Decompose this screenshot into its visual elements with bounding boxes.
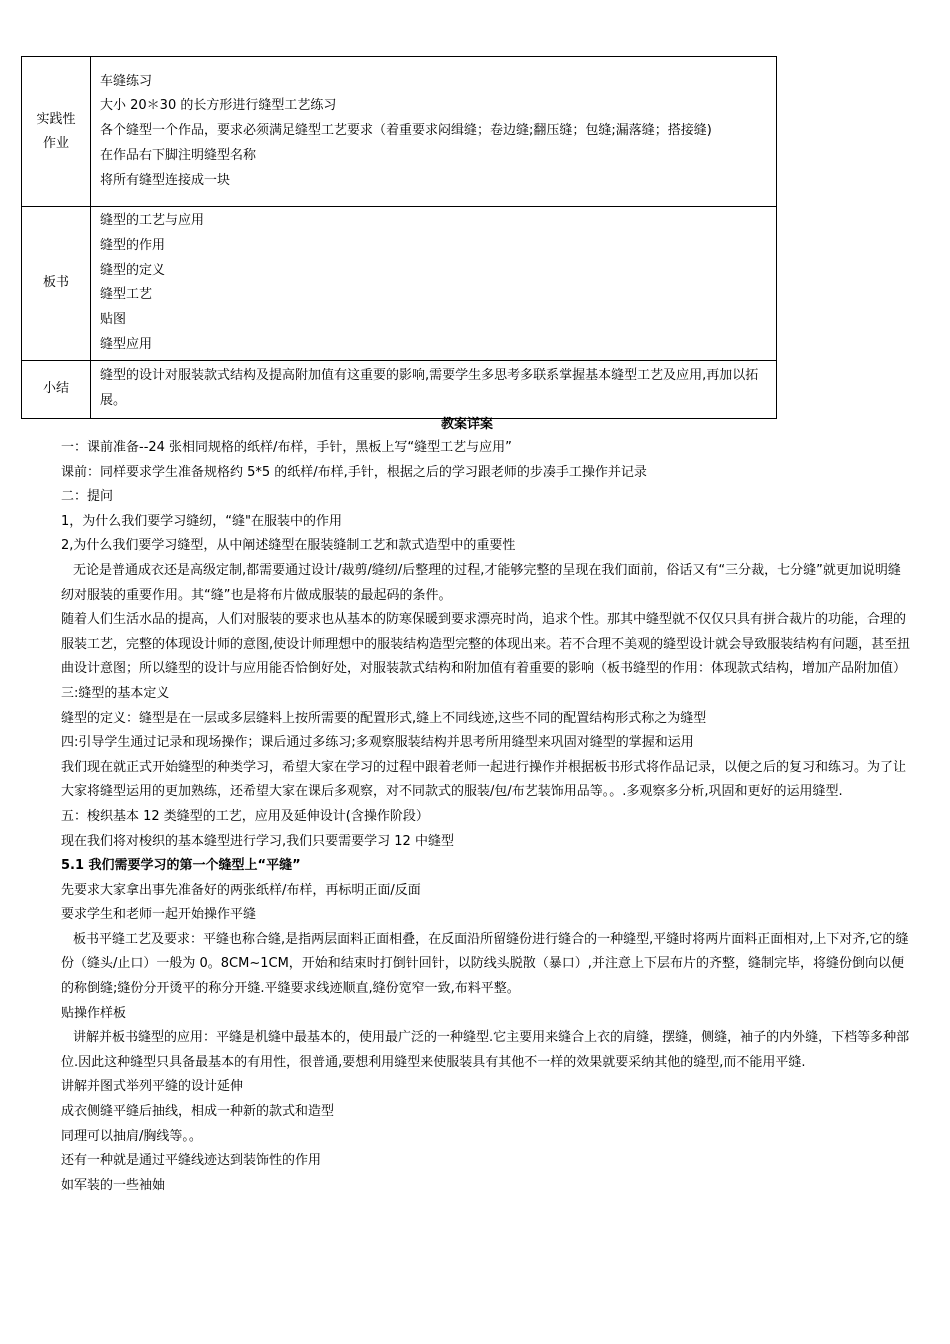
paragraph: 2,为什么我们要学习缝型，从中阐述缝型在服装缝制工艺和款式造型中的重要性 <box>61 538 516 554</box>
row-content-practice <box>91 57 777 207</box>
paragraph: 讲解并板书缝型的应用：平缝是机缝中最基本的，使用最广泛的一种缝型.它主要用来缝合上衣的肩缝，摆缝，侧缝，袖子的内外缝，下档等多种部位.因此这种缝型只具备最基本的有用性，很普通,要想利用缝型来使服装具有其他不一样的效果就要采纳其他的缝型,而不能用平缝. <box>61 1030 910 1070</box>
row-label-summary <box>22 360 91 418</box>
paragraph: 成衣侧缝平缝后抽线，相成一种新的款式和造型 <box>61 1104 335 1120</box>
row-label-practice <box>22 57 91 207</box>
lesson-plan-table <box>21 56 777 419</box>
paragraph: 要求学生和老师一起开始操作平缝 <box>61 907 257 923</box>
table-row-board <box>22 207 777 361</box>
row-content-summary <box>91 360 777 418</box>
table-line: 缝型的设计对服装款式结构及提高附加值有这重要的影响,需要学生多思考多联系掌握基本缝型工艺及应用,再加以拓展。 <box>100 368 759 409</box>
table-row-summary <box>22 360 777 418</box>
row-label-line: 作业 <box>42 135 69 151</box>
paragraph: 我们现在就正式开始缝型的种类学习，希望大家在学习的过程中跟着老师一起进行操作并根据板书形式将作品记录，以便之后的复习和练习。为了让大家将缝型运用的更加熟练，还希望大家在课后多观察，对不同款式的服装/包/布艺装饰用品等。。.多观察多分析,巩固和更好的运用缝型. <box>61 759 907 800</box>
paragraph: 三:缝型的基本定义 <box>61 685 170 701</box>
paragraph: 同理可以抽肩/胸线等。。 <box>61 1128 202 1144</box>
paragraph: 随着人们生活水品的提高，人们对服装的要求也从基本的防寒保暖到要求漂亮时尚，追求个性。那其中缝型就不仅仅只具有拼合裁片的功能，合理的服装工艺，完整的体现设计师的意图,使设计师理想中的服装结构造型完整的体现出来。若不合理不美观的缝型设计就会导致服装结构有问题，甚至扭曲设计意图；所以缝型的设计与应用能否恰倒好处，对服装款式结构和附加值有着重要的影响（板书缝型的作用：体现款式结构，增加产品附加值） <box>61 612 911 677</box>
row-label-board <box>22 207 91 361</box>
paragraph: 四:引导学生通过记录和现场操作；课后通过多练习;多观察服装结构并思考所用缝型来巩固对缝型的掌握和运用 <box>61 735 694 751</box>
table-line: 缝型的工艺与应用 <box>100 213 205 228</box>
table-line: 各个缝型一个作品，要求必须满足缝型工艺要求（着重要求闷缉缝；卷边缝;翻压缝；包缝;漏落缝；搭接缝) <box>100 123 712 139</box>
paragraph: 1，为什么我们要学习缝纫，“缝"在服装中的作用 <box>61 513 342 529</box>
row-label-line: 实践性 <box>36 111 76 127</box>
paragraph: 课前：同样要求学生准备规格约 5*5 的纸样/布样,手针，根据之后的学习跟老师的步凑手工操作并记录 <box>61 464 647 480</box>
section-title: 教案详案 <box>440 417 493 432</box>
paragraph: 现在我们将对梭织的基本缝型进行学习,我们只要需要学习 12 中缝型 <box>61 833 454 849</box>
table-line: 缝型应用 <box>100 336 153 352</box>
table-line: 缝型的定义 <box>100 262 166 278</box>
paragraph: 五：梭织基本 12 类缝型的工艺，应用及延伸设计(含操作阶段） <box>61 808 429 824</box>
row-label-line: 小结 <box>42 381 69 397</box>
row-label-line: 板书 <box>42 275 69 291</box>
subsection-heading: 5.1 我们需要学习的第一个缝型上“平缝” <box>61 858 301 874</box>
table-line: 在作品右下脚注明缝型名称 <box>100 147 257 163</box>
paragraph: 讲解并图式举列平缝的设计延伸 <box>61 1079 244 1095</box>
table-row-practice <box>22 57 777 207</box>
row-content-board <box>91 207 777 361</box>
table-line: 贴图 <box>100 312 127 328</box>
paragraph: 二：提问 <box>61 489 114 505</box>
paragraph: 缝型的定义：缝型是在一层或多层缝料上按所需要的配置形式,缝上不同线迹,这些不同的配置结构形式称之为缝型 <box>61 710 707 726</box>
table-line: 缝型的作用 <box>100 237 166 253</box>
paragraph: 板书平缝工艺及要求：平缝也称合缝,是指两层面料正面相叠，在反面沿所留缝份进行缝合的一种缝型,平缝时将两片面料正面相对,上下对齐,它的缝份（缝头/止口）一般为 0。8CM~1CM，开始和结束时打倒针回针，以防线头脱散（暴口）,并注意上下层布片的齐整，缝制完毕，将缝份倒向以便的称倒缝;缝份分开烫平的称分开缝.平缝要求线迹顺直,缝份宽窄一致,布料平整。 <box>61 931 909 997</box>
lesson-detail-body <box>61 414 913 1198</box>
paragraph: 一：课前准备--24 张相同规格的纸样/布样，手针，黑板上写“缝型工艺与应用” <box>61 440 512 455</box>
table-line: 车缝练习 <box>100 73 153 89</box>
paragraph: 还有一种就是通过平缝线迹达到装饰性的作用 <box>61 1153 322 1169</box>
paragraph: 如军装的一些袖妯 <box>61 1177 166 1193</box>
table-line: 将所有缝型连接成一块 <box>100 172 231 188</box>
paragraph: 无论是普通成衣还是高级定制,都需要通过设计/裁剪/缝纫/后整理的过程,才能够完整的呈现在我们面前，俗话又有“三分裁，七分缝”就更加说明缝纫对服装的重要作用。其“缝”也是将布片做成服装的最起码的条件。 <box>61 562 901 603</box>
table-line: 缝型工艺 <box>100 287 153 303</box>
table-line: 大小 20＊30 的长方形进行缝型工艺练习 <box>100 98 337 114</box>
paragraph: 贴操作样板 <box>61 1005 127 1021</box>
paragraph: 先要求大家拿出事先准备好的两张纸样/布样，再标明正面/反面 <box>61 882 421 898</box>
